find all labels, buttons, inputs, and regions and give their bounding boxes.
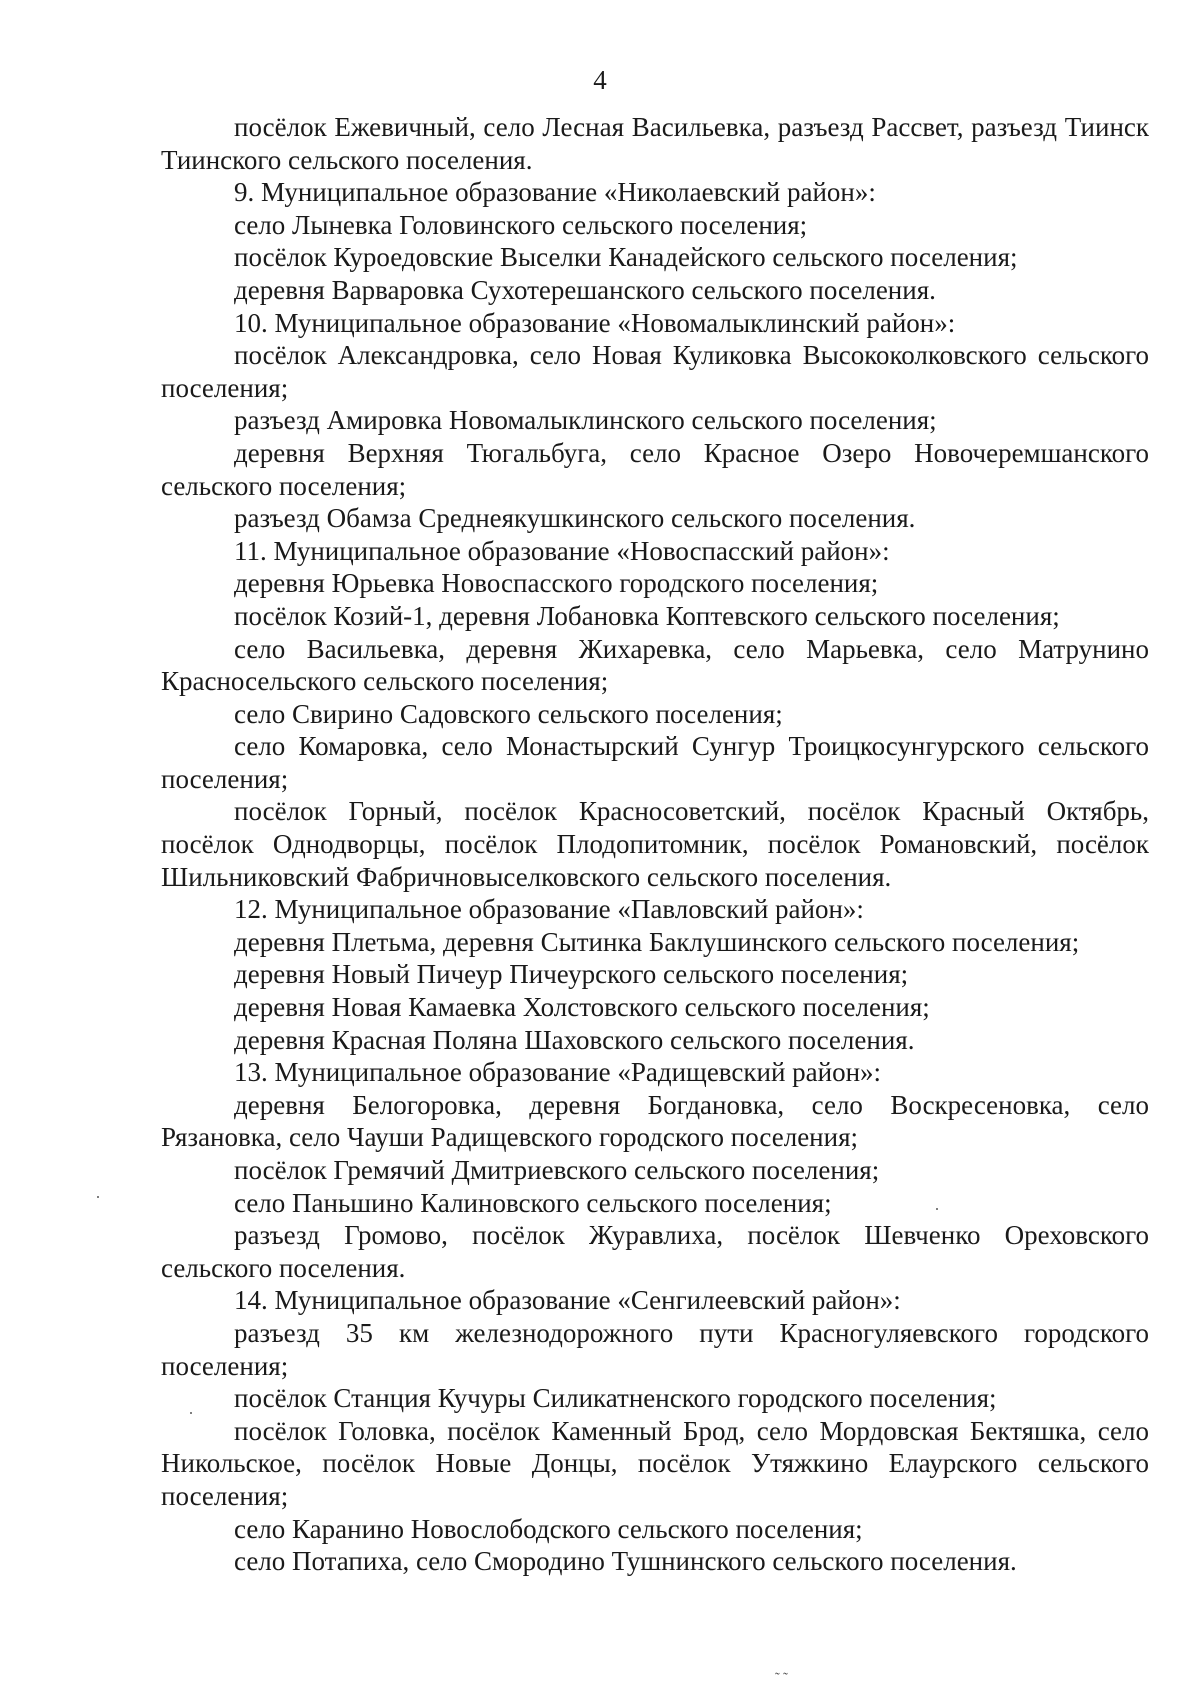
scan-artifact-mark: ˜ ˜ [775,1671,788,1686]
paragraph-4: посёлок Куроедовские Выселки Канадейского сельского поселения; [234,242,1018,273]
paragraph-27: разъезд Громово, посёлок Журавлиха, посёлок Шевченко Ореховского сельского поселения. [161,1220,1149,1283]
section-heading-12: 12. Муниципальное образование «Павловский район»: [234,894,864,925]
paragraph-14: село Васильевка, деревня Жихаревка, село Марьевка, село Матрунино Красносельского сельского поселения; [161,633,1149,697]
paragraph-8: разъезд Амировка Новомалыклинского сельского поселения; [234,405,937,436]
paragraph-22: деревня Красная Поляна Шаховского сельского поселения. [234,1024,915,1055]
paragraph-19: деревня Плетьма, деревня Сытинка Баклушинского сельского поселения; [234,926,1080,957]
scan-speck [190,1412,192,1414]
paragraph-12: деревня Юрьевка Новоспасского городского поселения; [234,568,879,599]
paragraph-21: деревня Новая Камаевка Холстовского сельского поселения; [234,992,930,1023]
paragraph-32: село Каранино Новослободского сельского поселения; [234,1513,863,1544]
scan-speck [936,1208,938,1210]
paragraph-17: посёлок Горный, посёлок Красносоветский, посёлок Красный Октябрь, посёлок Однодворцы, посёлок Плодопитомник, посёлок Романовский, посёлок Шильниковский Фабричновыселковского сельского поселения. [161,796,1149,892]
scan-speck [97,1196,99,1198]
paragraph-7: посёлок Александровка, село Новая Куликовка Высококолковского сельского поселения; [161,340,1149,403]
paragraph-9: деревня Верхняя Тюгальбуга, село Красное Озеро Новочеремшанского сельского поселения; [161,437,1149,501]
paragraph-1: посёлок Ежевичный, село Лесная Васильевка, разъезд Рассвет, разъезд Тиинск Тиинского сельского поселения. [161,112,1149,175]
section-heading-14: 14. Муниципальное образование «Сенгилеевский район»: [234,1285,901,1316]
section-heading-9: 9. Муниципальное образование «Николаевский район»: [234,177,876,208]
paragraph-5: деревня Варваровка Сухотерешанского сельского поселения. [234,274,936,305]
section-heading-10: 10. Муниципальное образование «Новомалыклинский район»: [234,307,956,338]
paragraph-30: посёлок Станция Кучуры Силикатненского городского поселения; [234,1383,997,1414]
paragraph-13: посёлок Козий-1, деревня Лобановка Коптевского сельского поселения; [234,600,1060,631]
paragraph-26: село Паньшино Калиновского сельского поселения; [234,1187,832,1218]
page-number: 4 [593,65,607,95]
section-heading-13: 13. Муниципальное образование «Радищевский район»: [234,1057,882,1088]
paragraph-24: деревня Белогоровка, деревня Богдановка, село Воскресеновка, село Рязановка, село Чауши Радищевского городского поселения; [161,1089,1149,1153]
paragraph-20: деревня Новый Пичеур Пичеурского сельского поселения; [234,959,909,990]
paragraph-15: село Свирино Садовского сельского поселения; [234,698,783,729]
paragraph-3: село Лыневка Головинского сельского поселения; [234,209,808,240]
paragraph-29: разъезд 35 км железнодорожного пути Красногуляевского городского поселения; [161,1317,1149,1381]
paragraph-25: посёлок Гремячий Дмитриевского сельского поселения; [234,1155,880,1185]
section-heading-11: 11. Муниципальное образование «Новоспасский район»: [234,535,890,566]
paragraph-31: посёлок Головка, посёлок Каменный Брод, село Мордовская Бектяшка, село Никольское, посёлок Новые Донцы, посёлок Утяжкино Елаурского сельского поселения; [161,1415,1149,1511]
paragraph-33: село Потапиха, село Смородино Тушнинского сельского поселения. [234,1546,1017,1577]
paragraph-16: село Комаровка, село Монастырский Сунгур Троицкосунгурского сельского поселения; [161,731,1149,794]
document-body [161,111,1149,1578]
paragraph-10: разъезд Обамза Среднеякушкинского сельского поселения. [234,503,916,534]
